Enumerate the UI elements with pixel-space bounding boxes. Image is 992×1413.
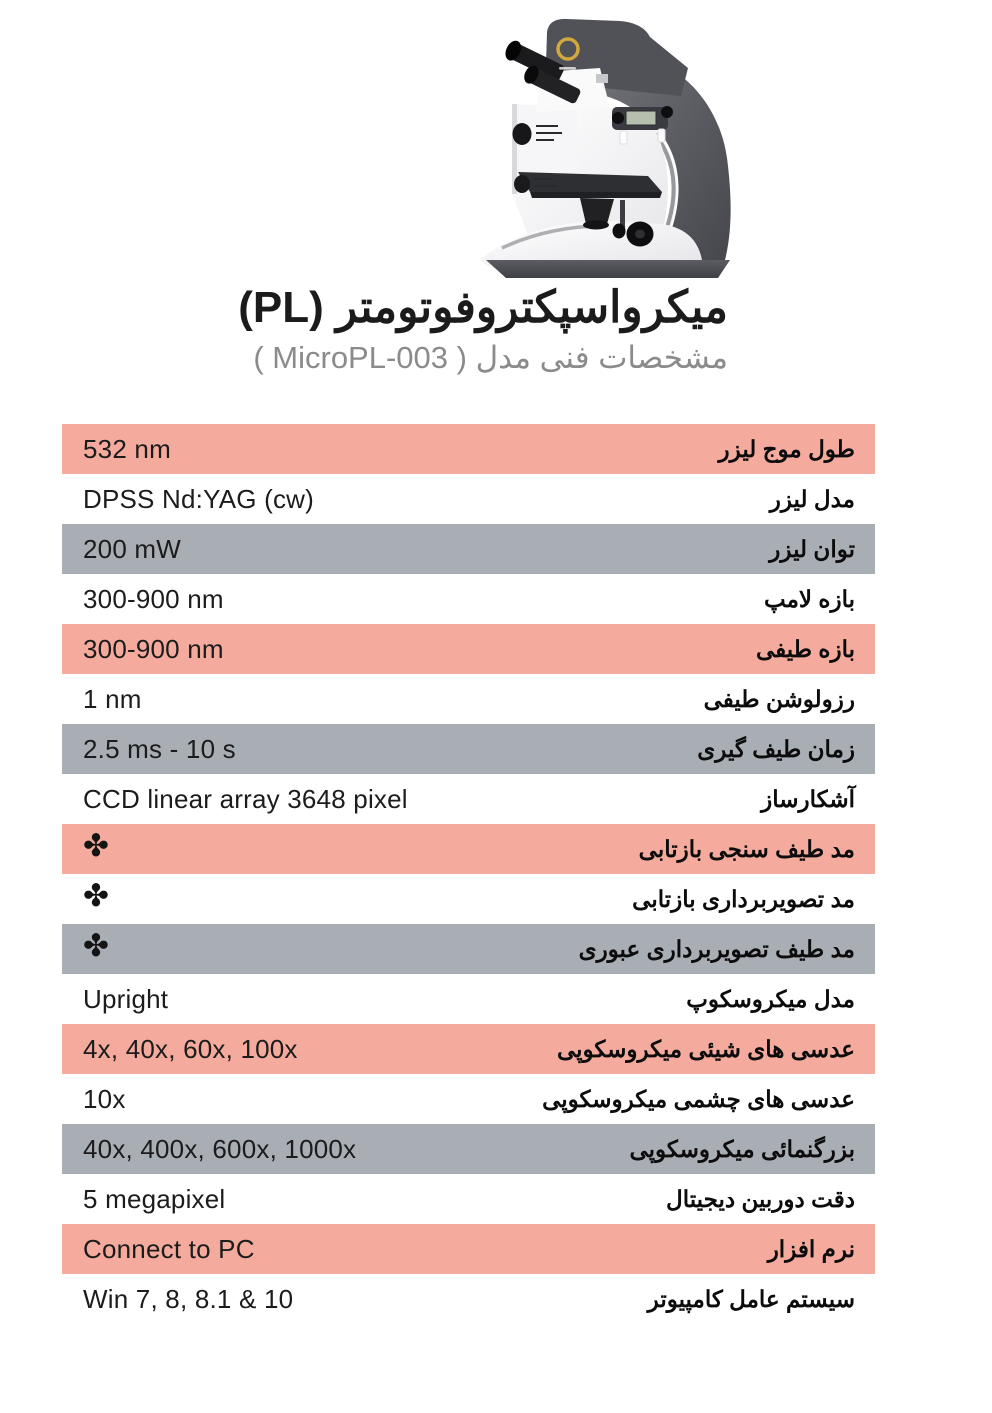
- spec-label: مدل میکروسکوپ: [686, 985, 855, 1012]
- spec-value: 10x: [83, 1083, 126, 1114]
- microscope-illustration: [450, 8, 762, 288]
- spec-row: [62, 824, 875, 874]
- spec-label: سیستم عامل کامپیوتر: [647, 1285, 855, 1312]
- spec-label: بازه لامپ: [764, 585, 855, 612]
- four-petal-asterisk-icon: ✤: [83, 828, 110, 864]
- upright-microscope-render: [450, 8, 762, 288]
- spec-row: [62, 1024, 875, 1074]
- spec-value: 532 nm: [83, 433, 171, 464]
- spec-value: 4x, 40x, 60x, 100x: [83, 1033, 298, 1064]
- spec-label: مد طیف تصویربرداری عبوری: [578, 935, 855, 962]
- four-petal-asterisk-icon: ✤: [83, 928, 110, 964]
- mode-available-cell: [62, 828, 110, 865]
- spec-row: [62, 974, 875, 1024]
- spec-value: Connect to PC: [83, 1233, 255, 1264]
- spec-value: 200 mW: [83, 533, 182, 564]
- spec-label: عدسی های چشمی میکروسکوپی: [542, 1085, 855, 1112]
- spec-row: [62, 1074, 875, 1124]
- spec-label: دقت دوربین دیجیتال: [666, 1185, 855, 1212]
- spec-row: [62, 874, 875, 924]
- spec-label: طول موج لیزر: [718, 435, 855, 462]
- spec-label: آشکارساز: [761, 785, 855, 812]
- spec-value: 300-900 nm: [83, 583, 224, 614]
- page-subtitle: مشخصات فنی مدل ( MicroPL-003 ): [253, 339, 728, 375]
- spec-row: [62, 924, 875, 974]
- spec-label: مدل لیزر: [769, 485, 855, 512]
- spec-value: Upright: [83, 983, 169, 1014]
- spec-label: توان لیزر: [769, 535, 855, 562]
- spec-value: 5 megapixel: [83, 1183, 226, 1214]
- spec-row: [62, 1224, 875, 1274]
- spec-row: [62, 574, 875, 624]
- spec-value: CCD linear array 3648 pixel: [83, 783, 408, 814]
- spec-label: بزرگنمائی میکروسکوپی: [629, 1135, 855, 1162]
- four-petal-asterisk-icon: ✤: [83, 878, 110, 914]
- spec-label: مد طیف سنجی بازتابی: [638, 835, 855, 862]
- spec-label: عدسی های شیئی میکروسکوپی: [556, 1035, 855, 1062]
- spec-row: [62, 774, 875, 824]
- spec-label: زمان طیف گیری: [697, 735, 855, 762]
- spec-value: 300-900 nm: [83, 633, 224, 664]
- spec-value: 2.5 ms - 10 s: [83, 733, 236, 764]
- spec-row: [62, 1274, 875, 1324]
- spec-value: DPSS Nd:YAG (cw): [83, 483, 314, 514]
- spec-row: [62, 1124, 875, 1174]
- spec-value: 1 nm: [83, 683, 142, 714]
- spec-label: رزولوشن طیفی: [703, 685, 855, 712]
- spec-row: [62, 1174, 875, 1224]
- spec-label: مد تصویربرداری بازتابی: [632, 885, 855, 912]
- spec-row: [62, 674, 875, 724]
- spec-label: بازه طیفی: [755, 635, 855, 662]
- mode-available-cell: [62, 928, 110, 965]
- mode-available-cell: [62, 878, 110, 915]
- spec-row: [62, 424, 875, 474]
- spec-row: [62, 724, 875, 774]
- spec-row: [62, 624, 875, 674]
- spec-value: Win 7, 8, 8.1 & 10: [83, 1283, 294, 1314]
- spec-row: [62, 474, 875, 524]
- page-title: میکرواسپکتروفوتومتر (PL): [238, 283, 728, 332]
- spec-row: [62, 524, 875, 574]
- spec-value: 40x, 400x, 600x, 1000x: [83, 1133, 357, 1164]
- spec-label: نرم افزار: [767, 1235, 855, 1262]
- header: [0, 283, 728, 375]
- spec-table: [62, 424, 875, 1324]
